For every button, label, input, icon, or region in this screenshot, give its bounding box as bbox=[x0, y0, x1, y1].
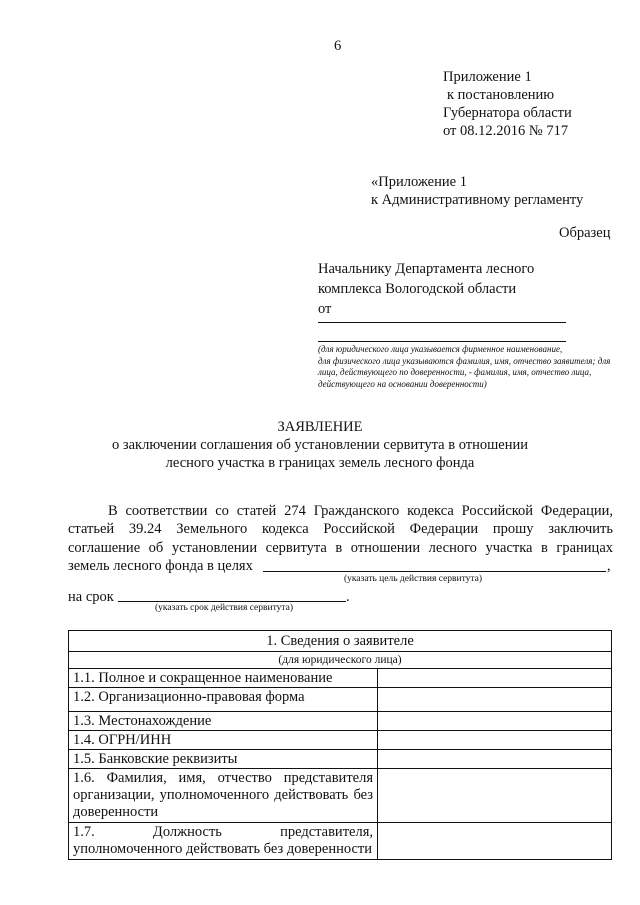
appendix-header bbox=[443, 68, 572, 140]
row-value-location[interactable] bbox=[378, 712, 612, 731]
row-value-bank-details[interactable] bbox=[378, 750, 612, 769]
addressee-line-1: Начальнику Департамента лесного bbox=[318, 261, 535, 277]
applicant-hint bbox=[318, 344, 610, 390]
applicant-hint-line-3: лица, действующего по доверенности, - фамилия, имя, отчество лица, bbox=[318, 367, 592, 377]
row-label-location: 1.3. Местонахождение bbox=[69, 712, 378, 731]
body-line-2: статьей 39.24 Земельного кодекса Российской Федерации прошу заключить bbox=[68, 521, 613, 537]
row-label-ogrn-inn: 1.4. ОГРН/ИНН bbox=[69, 731, 378, 750]
addressee-line-3: от bbox=[318, 301, 332, 317]
applicant-hint-line-1: (для юридического лица указывается фирменное наименование, bbox=[318, 344, 563, 354]
row-label-full-name: 1.1. Полное и сокращенное наименование bbox=[69, 669, 378, 688]
regulation-line-2: к Административному регламенту bbox=[371, 192, 584, 208]
applicant-hint-line-4: действующего на основании доверенности) bbox=[318, 378, 487, 389]
purpose-blank-line[interactable] bbox=[263, 571, 606, 572]
body-line-3: соглашение об установлении сервитута в отношении лесного участка в границах bbox=[68, 540, 613, 556]
table-section-title: 1. Сведения о заявителе bbox=[69, 631, 612, 652]
table-row bbox=[69, 750, 612, 769]
row-value-ogrn-inn[interactable] bbox=[378, 731, 612, 750]
term-hint: (указать срок действия сервитута) bbox=[155, 603, 294, 613]
regulation-line-1: «Приложение 1 bbox=[371, 174, 467, 190]
applicant-blank-line-1[interactable] bbox=[318, 322, 566, 323]
document-subtitle-line-1: о заключении соглашения об установлении сервитута в отношении bbox=[112, 437, 528, 453]
table-row bbox=[69, 669, 612, 688]
applicant-info-table bbox=[68, 630, 612, 860]
row-value-legal-form[interactable] bbox=[378, 688, 612, 712]
applicant-blank-line-2[interactable] bbox=[318, 341, 566, 342]
row-value-representative-name[interactable] bbox=[378, 769, 612, 823]
term-blank-line[interactable] bbox=[118, 601, 346, 602]
appendix-line-3: Губернатора области bbox=[443, 105, 572, 121]
table-row bbox=[69, 769, 612, 823]
document-title: ЗАЯВЛЕНИЕ bbox=[277, 419, 363, 435]
table-section-sub-row bbox=[69, 652, 612, 669]
row-value-representative-position[interactable] bbox=[378, 823, 612, 860]
table-row bbox=[69, 823, 612, 860]
regulation-header bbox=[371, 173, 583, 209]
row-label-representative-name: 1.6. Фамилия, имя, отчество представителя организации, уполномоченного действовать без доверенности bbox=[69, 769, 378, 823]
appendix-line-2: к постановлению bbox=[447, 87, 555, 103]
row-value-full-name[interactable] bbox=[378, 669, 612, 688]
row-label-bank-details: 1.5. Банковские реквизиты bbox=[69, 750, 378, 769]
applicant-hint-line-2: для физического лица указываются фамилия, имя, отчество заявителя; для bbox=[318, 355, 611, 366]
table-section-header-row bbox=[69, 631, 612, 652]
document-subtitle-line-2: лесного участка в границах земель лесного фонда bbox=[165, 455, 475, 471]
appendix-line-1: Приложение 1 bbox=[443, 69, 532, 85]
row-label-legal-form: 1.2. Организационно-правовая форма bbox=[69, 688, 378, 712]
term-end: . bbox=[346, 589, 350, 605]
page-number: 6 bbox=[334, 38, 342, 54]
addressee-line-2: комплекса Вологодской области bbox=[318, 281, 517, 297]
appendix-line-4: от 08.12.2016 № 717 bbox=[443, 123, 569, 139]
purpose-hint: (указать цель действия сервитута) bbox=[344, 574, 483, 584]
table-row bbox=[69, 712, 612, 731]
body-line-1: В соответствии со статей 274 Гражданского кодекса Российской Федерации, bbox=[108, 503, 613, 519]
sample-label: Образец bbox=[559, 225, 611, 241]
table-section-subtitle: (для юридического лица) bbox=[69, 652, 612, 669]
addressee-block bbox=[318, 259, 534, 319]
body-line-4: земель лесного фонда в целях bbox=[68, 558, 253, 574]
row-label-representative-position: 1.7. Должность представителя, уполномоченного действовать без доверенности bbox=[69, 823, 378, 860]
term-label: на срок bbox=[68, 589, 114, 605]
table-row bbox=[69, 688, 612, 712]
purpose-line-end: , bbox=[607, 558, 611, 574]
table-row bbox=[69, 731, 612, 750]
